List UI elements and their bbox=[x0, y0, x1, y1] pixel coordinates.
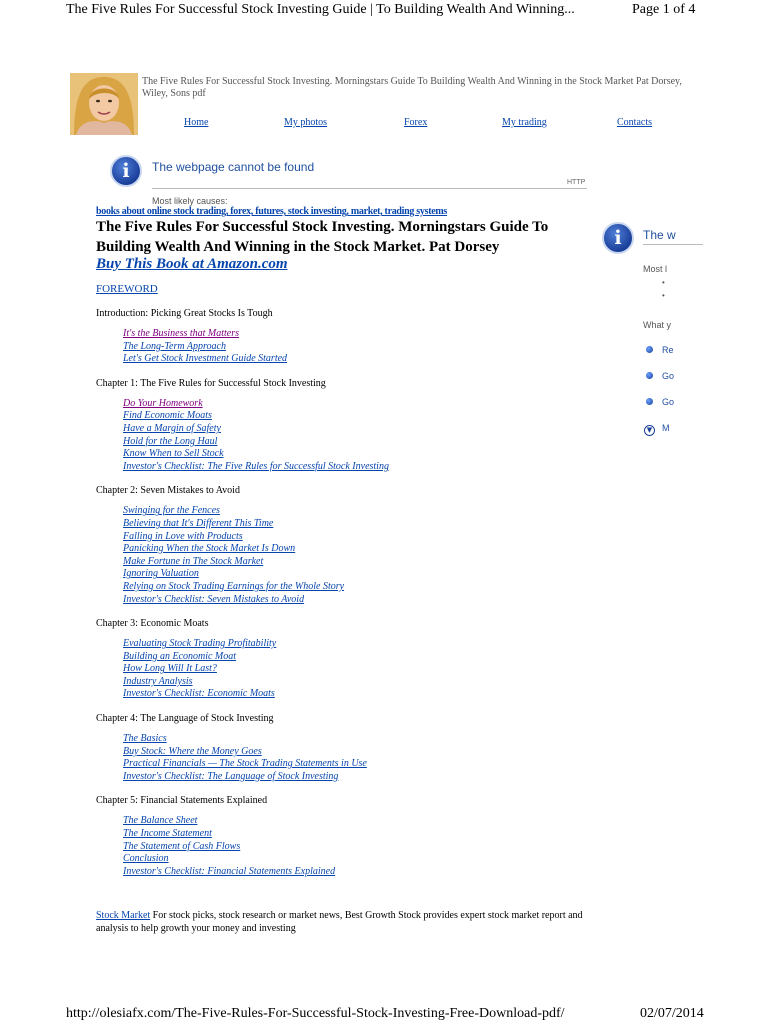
bullet-icon bbox=[646, 346, 653, 353]
nav-contacts-link[interactable]: Contacts bbox=[617, 117, 652, 128]
toc-link[interactable]: Investor's Checklist: Financial Statements Explained bbox=[123, 865, 336, 877]
chapter-title: Chapter 4: The Language of Stock Investing bbox=[96, 713, 274, 725]
bullet-dot: • bbox=[662, 291, 665, 300]
info-icon: i bbox=[110, 155, 142, 187]
chapter-links bbox=[123, 328, 616, 366]
print-footer-url: http://olesiafx.com/The-Five-Rules-For-Successful-Stock-Investing-Free-Download-pdf/ bbox=[66, 1006, 565, 1021]
toc-link[interactable]: Have a Margin of Safety bbox=[123, 422, 221, 434]
toc-link[interactable]: Do Your Homework bbox=[123, 397, 203, 409]
chapter-title: Chapter 2: Seven Mistakes to Avoid bbox=[96, 485, 240, 497]
toc-link[interactable]: Panicking When the Stock Market Is Down bbox=[123, 543, 296, 555]
foreword-link[interactable]: FOREWORD bbox=[96, 283, 158, 295]
toc-link[interactable]: Find Economic Moats bbox=[123, 410, 212, 422]
right-frame-what: What y bbox=[643, 320, 672, 330]
right-frame-divider bbox=[643, 244, 703, 245]
chapter-title: Chapter 1: The Five Rules for Successful Stock Investing bbox=[96, 377, 326, 389]
bullet-icon bbox=[646, 398, 653, 405]
toc-link[interactable]: Believing that It's Different This Time bbox=[123, 517, 274, 529]
chapter-title: Chapter 3: Economic Moats bbox=[96, 618, 209, 630]
toc-link[interactable]: Investor's Checklist: Economic Moats bbox=[123, 688, 275, 700]
nav-my-photos-link[interactable]: My photos bbox=[284, 117, 328, 128]
error-frame-likely-causes: Most likely causes: bbox=[152, 196, 228, 206]
toc-chapter bbox=[96, 307, 616, 366]
chapter-title: Chapter 5: Financial Statements Explained bbox=[96, 795, 268, 807]
toc-link[interactable]: Falling in Love with Products bbox=[123, 530, 243, 542]
toc-chapter bbox=[96, 377, 616, 474]
info-icon: i bbox=[602, 222, 634, 254]
stock-market-link[interactable]: Stock Market bbox=[96, 910, 151, 921]
toc-link[interactable]: Swinging for the Fences bbox=[123, 505, 220, 517]
right-frame-item[interactable]: Re bbox=[662, 345, 674, 355]
toc-link[interactable]: Conclusion bbox=[123, 853, 169, 865]
error-frame-divider bbox=[152, 188, 587, 189]
toc-link[interactable]: Industry Analysis bbox=[123, 675, 193, 687]
closing-text: For stock picks, stock research or market news, Best Growth Stock provides expert stock market report and analysis to help growth your money and investing bbox=[96, 910, 583, 934]
chapter-links bbox=[123, 638, 616, 701]
banner-description: The Five Rules For Successful Stock Investing. Morningstars Guide To Building Wealth And Winning in the Stock Market Pat Dorsey, Wiley, Sons pdf bbox=[142, 76, 682, 99]
closing-paragraph bbox=[96, 909, 596, 935]
toc-link[interactable]: The Income Statement bbox=[123, 828, 212, 840]
chapter-links bbox=[123, 815, 616, 878]
right-frame-item[interactable]: Go bbox=[662, 371, 675, 381]
bullet-dot: • bbox=[662, 278, 665, 287]
chevron-down-icon[interactable]: ▼ bbox=[644, 425, 655, 436]
chapter-links bbox=[123, 733, 616, 783]
toc-link[interactable]: Investor's Checklist: The Language of Stock Investing bbox=[123, 770, 339, 782]
buy-book-link[interactable]: Buy This Book at Amazon.com bbox=[96, 256, 288, 272]
print-header-title: The Five Rules For Successful Stock Investing Guide | To Building Wealth And Winning... bbox=[66, 2, 575, 17]
nav-forex-link[interactable]: Forex bbox=[404, 117, 428, 128]
toc-link[interactable]: Relying on Stock Trading Earnings for the Whole Story bbox=[123, 580, 345, 592]
toc-link[interactable]: The Balance Sheet bbox=[123, 815, 198, 827]
right-frame-item[interactable]: M bbox=[662, 423, 670, 433]
toc-chapter bbox=[96, 484, 616, 606]
right-frame-item[interactable]: Go bbox=[662, 397, 675, 407]
bullet-icon bbox=[646, 372, 653, 379]
avatar bbox=[70, 73, 138, 135]
toc-link[interactable]: The Basics bbox=[123, 733, 167, 745]
toc-link[interactable]: Hold for the Long Haul bbox=[123, 435, 218, 447]
toc-link[interactable]: The Statement of Cash Flows bbox=[123, 840, 241, 852]
toc-link[interactable]: How Long Will It Last? bbox=[123, 663, 217, 675]
toc-chapter bbox=[96, 617, 616, 701]
page-title: The Five Rules For Successful Stock Investing. Morningstars Guide To Building Wealth And Winning in the Stock Market. Pat Dorsey bbox=[96, 219, 549, 255]
toc-link[interactable]: Evaluating Stock Trading Profitability bbox=[123, 638, 277, 650]
tagline-link[interactable]: books about online stock trading, forex, futures, stock investing, market, trading systems bbox=[96, 206, 447, 217]
toc-link[interactable]: Investor's Checklist: Seven Mistakes to Avoid bbox=[123, 593, 305, 605]
toc-link[interactable]: Let's Get Stock Investment Guide Started bbox=[123, 353, 288, 365]
toc-link[interactable]: Buy Stock: Where the Money Goes bbox=[123, 745, 262, 757]
toc-link[interactable]: The Long-Term Approach bbox=[123, 340, 226, 352]
right-frame-title: The w bbox=[643, 228, 676, 242]
right-error-frame bbox=[640, 225, 676, 445]
toc-link[interactable]: It's the Business that Matters bbox=[123, 328, 240, 339]
chapter-links bbox=[123, 505, 616, 606]
toc-link[interactable]: Ignoring Valuation bbox=[123, 568, 199, 580]
error-frame-title: The webpage cannot be found bbox=[152, 160, 315, 174]
error-frame-http: HTTP bbox=[567, 179, 586, 186]
toc-link[interactable]: Make Fortune in The Stock Market bbox=[123, 555, 264, 567]
print-header-page-number: Page 1 of 4 bbox=[632, 2, 696, 17]
nav-home-link[interactable]: Home bbox=[184, 117, 209, 128]
toc-link[interactable]: Practical Financials — The Stock Trading Statements in Use bbox=[123, 758, 367, 770]
chapter-title: Introduction: Picking Great Stocks Is Tough bbox=[96, 308, 273, 319]
right-frame-most-likely: Most l bbox=[643, 264, 668, 274]
toc-link[interactable]: Know When to Sell Stock bbox=[123, 448, 224, 460]
chapter-links bbox=[123, 398, 616, 474]
print-footer-date: 02/07/2014 bbox=[640, 1006, 704, 1021]
toc-chapter bbox=[96, 712, 616, 783]
toc-link[interactable]: Investor's Checklist: The Five Rules for Successful Stock Investing bbox=[123, 460, 389, 472]
nav-my-trading-link[interactable]: My trading bbox=[502, 117, 547, 128]
toc-chapter bbox=[96, 794, 616, 878]
table-of-contents bbox=[96, 307, 616, 889]
toc-link[interactable]: Building an Economic Moat bbox=[123, 650, 237, 662]
